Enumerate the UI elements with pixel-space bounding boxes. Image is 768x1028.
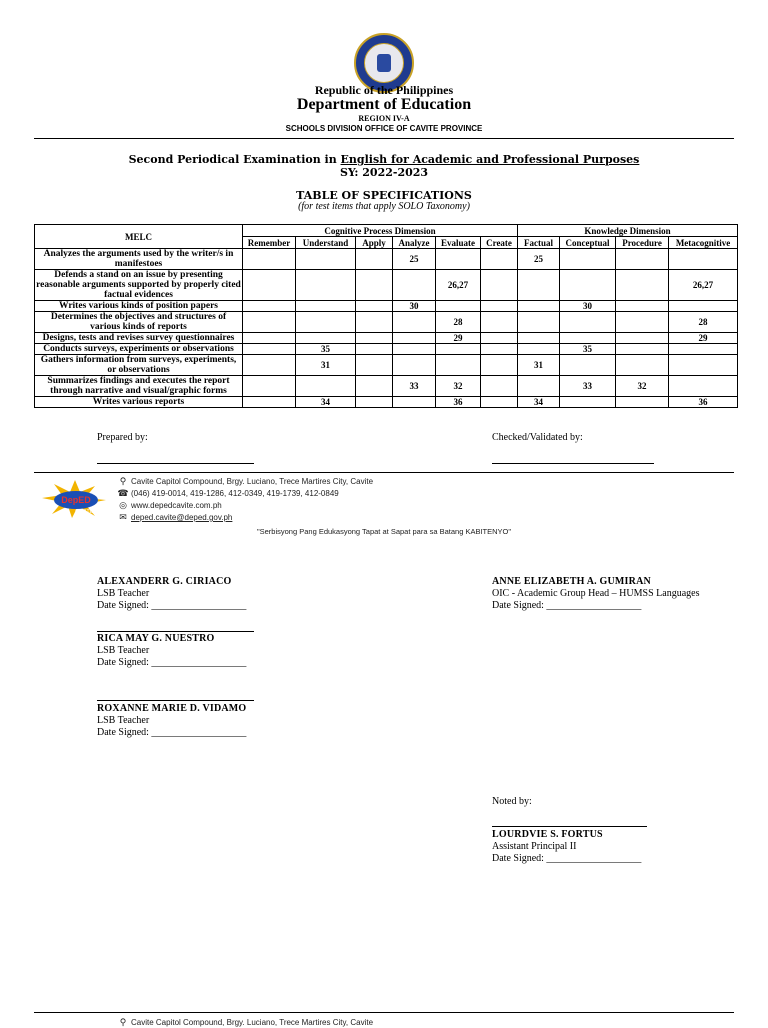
item-cell: 36: [669, 397, 738, 408]
item-cell: [356, 312, 393, 333]
exam-title-prefix: Second Periodical Examination in: [128, 153, 341, 166]
signature-line: [97, 700, 254, 701]
signatory-name: LOURDVIE S. FORTUS: [492, 829, 603, 840]
col-header: Evaluate: [436, 237, 481, 249]
item-cell: [393, 355, 436, 376]
item-cell: 33: [393, 376, 436, 397]
item-cell: 32: [436, 376, 481, 397]
item-cell: [481, 355, 518, 376]
item-cell: [356, 301, 393, 312]
item-cell: [356, 249, 393, 270]
footer2-divider: [34, 1012, 734, 1013]
item-cell: [296, 312, 356, 333]
item-cell: [616, 397, 669, 408]
item-cell: 36: [436, 397, 481, 408]
col-header: Procedure: [616, 237, 669, 249]
department-title: Department of Education: [296, 96, 472, 113]
col-header: Metacognitive: [669, 237, 738, 249]
exam-subject: English for Academic and Professional Purposes: [340, 153, 640, 166]
item-cell: 28: [436, 312, 481, 333]
item-cell: [243, 301, 296, 312]
melc-cell: Writes various reports: [35, 397, 243, 408]
location-pin-icon: ⚲: [119, 476, 127, 486]
email-link[interactable]: deped.cavite@deped.gov.ph: [131, 513, 233, 522]
item-cell: [243, 376, 296, 397]
item-cell: [669, 376, 738, 397]
signatory-ciriaco: [97, 576, 246, 612]
item-cell: [243, 249, 296, 270]
address-text: Cavite Capitol Compound, Brgy. Luciano, Trece Martires City, Cavite: [131, 477, 374, 486]
item-cell: 29: [436, 333, 481, 344]
table-row: [35, 355, 738, 376]
footer-divider: [34, 472, 734, 473]
prepared-signature-line: [97, 463, 254, 464]
item-cell: [481, 333, 518, 344]
item-cell: [518, 333, 560, 344]
republic-text: Republic of the Philippines: [314, 83, 454, 97]
item-cell: [436, 249, 481, 270]
item-cell: [393, 397, 436, 408]
item-cell: [616, 270, 669, 301]
item-cell: 35: [560, 344, 616, 355]
item-cell: 28: [669, 312, 738, 333]
item-cell: [518, 270, 560, 301]
item-cell: [436, 355, 481, 376]
envelope-icon: ✉: [119, 512, 127, 522]
checked-by-label: Checked/Validated by:: [492, 432, 583, 443]
col-header: Remember: [243, 237, 296, 249]
item-cell: 30: [393, 301, 436, 312]
melc-cell: Summarizes findings and executes the report through narrative and visual/graphic forms: [35, 376, 243, 397]
item-cell: [669, 249, 738, 270]
item-cell: [243, 270, 296, 301]
item-cell: [481, 397, 518, 408]
footer-email: [117, 512, 232, 523]
item-cell: [356, 397, 393, 408]
item-cell: [481, 270, 518, 301]
date-signed: Date Signed: ___________________: [97, 600, 247, 611]
signatory-gumiran: [492, 576, 699, 612]
school-year: SY: 2022-2023: [339, 166, 429, 179]
signatory-role: LSB Teacher: [97, 715, 150, 726]
signatory-name: ANNE ELIZABETH A. GUMIRAN: [492, 576, 651, 587]
signatory-role: LSB Teacher: [97, 588, 150, 599]
item-cell: [560, 355, 616, 376]
item-cell: [481, 312, 518, 333]
date-signed: Date Signed: ___________________: [97, 727, 247, 738]
date-signed: Date Signed: ___________________: [97, 657, 247, 668]
item-cell: [616, 301, 669, 312]
item-cell: [616, 344, 669, 355]
location-pin-icon: ⚲: [119, 1017, 127, 1027]
item-cell: [393, 333, 436, 344]
signatory-name: ALEXANDERR G. CIRIACO: [97, 576, 232, 587]
item-cell: [481, 249, 518, 270]
footer-web: [117, 500, 222, 511]
division-text: SCHOOLS DIVISION OFFICE OF CAVITE PROVINCE: [285, 124, 483, 133]
date-signed: Date Signed: ___________________: [492, 853, 642, 864]
item-cell: [518, 312, 560, 333]
item-cell: [296, 249, 356, 270]
melc-cell: Determines the objectives and structures of various kinds of reports: [35, 312, 243, 333]
item-cell: [356, 344, 393, 355]
item-cell: [616, 333, 669, 344]
footer-address: [117, 476, 373, 487]
table-row: [35, 249, 738, 270]
signatory-name: ROXANNE MARIE D. VIDAMO: [97, 703, 247, 714]
signatory-role: Assistant Principal II: [492, 841, 577, 852]
phone-icon: ☎: [117, 488, 129, 498]
melc-cell: Writes various kinds of position papers: [35, 301, 243, 312]
melc-cell: Analyzes the arguments used by the writer/s in manifestoes: [35, 249, 243, 270]
item-cell: [243, 355, 296, 376]
item-cell: 33: [560, 376, 616, 397]
item-cell: [356, 333, 393, 344]
web-link[interactable]: www.depedcavite.com.ph: [131, 501, 222, 510]
item-cell: [243, 344, 296, 355]
item-cell: [436, 344, 481, 355]
cognitive-header: Cognitive Process Dimension: [243, 225, 518, 237]
tos-title: TABLE OF SPECIFICATIONS: [296, 189, 472, 202]
address-text: Cavite Capitol Compound, Brgy. Luciano, Trece Martires City, Cavite: [131, 1018, 374, 1027]
item-cell: 35: [296, 344, 356, 355]
specifications-table: [34, 224, 738, 408]
item-cell: 26,27: [436, 270, 481, 301]
exam-title: [0, 153, 768, 166]
globe-icon: ◎: [119, 500, 127, 510]
header-divider: [34, 138, 734, 139]
melc-header: MELC: [35, 225, 243, 249]
item-cell: [436, 301, 481, 312]
col-header: Analyze: [393, 237, 436, 249]
melc-cell: Conducts surveys, experiments or observations: [35, 344, 243, 355]
item-cell: 25: [393, 249, 436, 270]
date-signed: Date Signed: ___________________: [492, 600, 642, 611]
footer-slogan: "Serbisyong Pang Edukasyong Tapat at Sapat para sa Batang KABITENYO": [256, 527, 512, 536]
table-row: [35, 312, 738, 333]
melc-cell: Designs, tests and revises survey questionnaires: [35, 333, 243, 344]
item-cell: [243, 312, 296, 333]
item-cell: [393, 312, 436, 333]
item-cell: [296, 270, 356, 301]
tos-subtitle: (for test items that apply SOLO Taxonomy): [298, 201, 470, 212]
item-cell: [296, 301, 356, 312]
item-cell: [356, 355, 393, 376]
item-cell: 34: [296, 397, 356, 408]
item-cell: [481, 301, 518, 312]
item-cell: [669, 355, 738, 376]
item-cell: [296, 333, 356, 344]
footer-phone: [117, 488, 339, 499]
table-row: [35, 333, 738, 344]
col-header: Understand: [296, 237, 356, 249]
table-row: [35, 397, 738, 408]
item-cell: [243, 333, 296, 344]
item-cell: 29: [669, 333, 738, 344]
item-cell: 31: [296, 355, 356, 376]
item-cell: [560, 397, 616, 408]
item-cell: [393, 270, 436, 301]
item-cell: 30: [560, 301, 616, 312]
prepared-by-label: Prepared by:: [97, 432, 148, 443]
item-cell: [669, 344, 738, 355]
item-cell: [393, 344, 436, 355]
item-cell: [616, 249, 669, 270]
item-cell: [560, 249, 616, 270]
melc-cell: Defends a stand on an issue by presenting reasonable arguments supported by properly cited factual evidences: [36, 270, 241, 300]
item-cell: [356, 376, 393, 397]
logo-subtext: CAVITE: [75, 509, 93, 515]
item-cell: 31: [518, 355, 560, 376]
item-cell: 26,27: [669, 270, 738, 301]
deped-cavite-logo: [40, 478, 110, 520]
item-cell: [560, 333, 616, 344]
signatory-role: OIC - Academic Group Head – HUMSS Languages: [492, 588, 700, 599]
table-row: [35, 270, 738, 301]
item-cell: [518, 301, 560, 312]
col-header: Create: [481, 237, 518, 249]
item-cell: [518, 376, 560, 397]
table-row: [35, 344, 738, 355]
item-cell: [481, 376, 518, 397]
col-header: Factual: [518, 237, 560, 249]
signatory-name: RICA MAY G. NUESTRO: [97, 633, 215, 644]
phone-text: (046) 419-0014, 419-1286, 412-0349, 419-1739, 412-0849: [131, 489, 339, 498]
item-cell: [560, 312, 616, 333]
signatory-nuestro: [97, 633, 246, 669]
item-cell: [518, 344, 560, 355]
signature-line: [97, 631, 254, 632]
col-header: Apply: [356, 237, 393, 249]
signatory-role: LSB Teacher: [97, 645, 150, 656]
signatory-fortus: [492, 829, 641, 865]
item-cell: [296, 376, 356, 397]
col-header: Conceptual: [560, 237, 616, 249]
item-cell: 32: [616, 376, 669, 397]
item-cell: [560, 270, 616, 301]
item-cell: [616, 312, 669, 333]
knowledge-header: Knowledge Dimension: [518, 225, 738, 237]
table-row: [35, 301, 738, 312]
logo-text: DepED: [61, 495, 91, 505]
footer2-address: [117, 1017, 373, 1028]
item-cell: [481, 344, 518, 355]
item-cell: 34: [518, 397, 560, 408]
signature-line: [492, 826, 647, 827]
item-cell: [243, 397, 296, 408]
checked-signature-line: [492, 463, 654, 464]
item-cell: [356, 270, 393, 301]
noted-by-label: Noted by:: [492, 796, 532, 807]
signatory-vidamo: [97, 703, 246, 739]
item-cell: [669, 301, 738, 312]
region-text: REGION IV-A: [358, 114, 410, 123]
melc-cell: Gathers information from surveys, experiments, or observations: [35, 355, 243, 376]
table-row: [35, 376, 738, 397]
item-cell: [616, 355, 669, 376]
item-cell: 25: [518, 249, 560, 270]
